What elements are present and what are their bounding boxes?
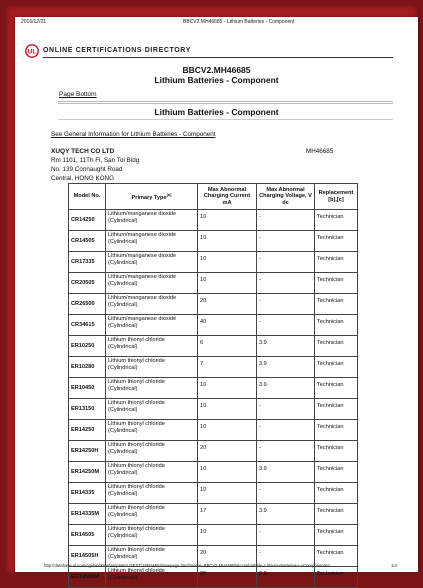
type-cell [106, 210, 198, 231]
model-cell: ER14250H [69, 441, 106, 462]
current-cell: 10 [198, 420, 257, 441]
table-row [69, 483, 358, 504]
replacement-cell: Technician [315, 420, 358, 441]
page-bottom-link[interactable]: Page Bottom [59, 91, 97, 98]
current-cell: 20 [198, 294, 257, 315]
header-primary-type-label: Primary Type [131, 194, 167, 201]
replacement-cell: Technician [315, 273, 358, 294]
model-cell: ER14505M [69, 567, 106, 588]
voltage-cell: - [257, 420, 315, 441]
table-row [69, 252, 358, 273]
replacement-cell: Technician [315, 357, 358, 378]
header-divider [43, 57, 393, 58]
primary-type-line: Lithium thionyl chloride [108, 421, 165, 427]
primary-type-line: Lithium thionyl chloride [108, 337, 165, 343]
replacement-cell: Technician [315, 567, 358, 588]
table-row [69, 462, 358, 483]
table-row [69, 231, 358, 252]
type-cell [106, 357, 198, 378]
voltage-cell: 3.9 [257, 378, 315, 399]
current-cell: 10 [198, 399, 257, 420]
primary-type-line: Lithium/manganese dioxide [108, 211, 177, 217]
replacement-cell: Technician [315, 336, 358, 357]
current-cell: 10 [198, 378, 257, 399]
primary-type-shape: (Cylindrical) [108, 511, 138, 518]
primary-type-line: Lithium thionyl chloride [108, 547, 165, 553]
model-cell: ER10250 [69, 336, 106, 357]
primary-type-line: Lithium thionyl chloride [108, 484, 165, 490]
svg-text:UL: UL [27, 48, 37, 56]
type-cell [106, 525, 198, 546]
model-cell: CR14505 [69, 231, 106, 252]
document-title: Lithium Batteries - Component [154, 75, 279, 85]
model-cell: CR34615 [69, 315, 106, 336]
current-cell: 28 [198, 567, 257, 588]
replacement-cell: Technician [315, 504, 358, 525]
header-voltage: Max Abnormal Charging Voltage, V dc [257, 184, 315, 210]
type-cell [106, 441, 198, 462]
table-row [69, 357, 358, 378]
voltage-cell: - [257, 273, 315, 294]
primary-type-shape: (Cylindrical) [108, 280, 138, 287]
voltage-cell: 3.9 [257, 357, 315, 378]
model-cell: ER14505 [69, 525, 106, 546]
type-cell [106, 504, 198, 525]
table-row [69, 378, 358, 399]
current-cell: 20 [198, 546, 257, 567]
model-cell: ER10280 [69, 357, 106, 378]
replacement-cell: Technician [315, 483, 358, 504]
primary-type-shape: (Cylindrical) [108, 322, 138, 329]
table-row [69, 567, 358, 588]
primary-type-line: Lithium thionyl chloride [108, 505, 165, 511]
voltage-cell: 3.9 [257, 567, 315, 588]
primary-type-line: Lithium/manganese dioxide [108, 295, 177, 301]
primary-type-line: Lithium thionyl chloride [108, 568, 165, 574]
table-row [69, 441, 358, 462]
header-primary-type [106, 184, 198, 210]
primary-type-shape: (Cylindrical) [108, 469, 138, 476]
divider [58, 119, 393, 120]
voltage-cell: - [257, 252, 315, 273]
current-cell: 10 [198, 525, 257, 546]
address-line: No. 139 Connaught Road [51, 166, 123, 173]
current-cell: 20 [198, 441, 257, 462]
table-row [69, 336, 358, 357]
model-cell: ER10450 [69, 378, 106, 399]
primary-type-shape: (Cylindrical) [108, 343, 138, 350]
document-frame [5, 5, 418, 581]
voltage-cell: 3.9 [257, 504, 315, 525]
type-cell [106, 378, 198, 399]
table-row [69, 294, 358, 315]
voltage-cell: - [257, 483, 315, 504]
voltage-cell: - [257, 399, 315, 420]
primary-type-line: Lithium thionyl chloride [108, 463, 165, 469]
model-cell: CR14250 [69, 210, 106, 231]
voltage-cell: 3.9 [257, 462, 315, 483]
model-cell: ER14505H [69, 546, 106, 567]
primary-type-shape: (Cylindrical) [108, 259, 138, 266]
primary-type-line: Lithium/manganese dioxide [108, 316, 177, 322]
section-title: Lithium Batteries - Component [154, 107, 279, 117]
printed-page [15, 17, 418, 581]
products-table [68, 183, 358, 588]
current-cell: 40 [198, 315, 257, 336]
replacement-cell: Technician [315, 294, 358, 315]
divider [58, 101, 393, 102]
type-cell [106, 420, 198, 441]
replacement-cell: Technician [315, 399, 358, 420]
footer-page-number: 1/4 [391, 563, 397, 568]
voltage-cell: - [257, 210, 315, 231]
type-cell [106, 336, 198, 357]
primary-type-shape: (Cylindrical) [108, 364, 138, 371]
primary-type-shape: (Cylindrical) [108, 574, 138, 581]
header-replacement: Replacement [b],[c] [315, 184, 358, 210]
footer-url: http://database.ul.com/cgi-bin/XYV/template/LISEXT/1FRAME/showpage.html?name=BBCV2.MH46685&ccnshorttitle=Lithium+Batteries+-+Component&o... [44, 563, 334, 568]
type-cell [106, 315, 198, 336]
primary-type-line: Lithium/manganese dioxide [108, 253, 177, 259]
table-row [69, 420, 358, 441]
current-cell: 10 [198, 273, 257, 294]
model-cell: ER14250 [69, 420, 106, 441]
model-cell: CR20505 [69, 273, 106, 294]
model-cell: ER14250M [69, 462, 106, 483]
model-cell: ER14335 [69, 483, 106, 504]
voltage-cell: - [257, 231, 315, 252]
replacement-cell: Technician [315, 441, 358, 462]
voltage-cell: - [257, 546, 315, 567]
type-cell [106, 273, 198, 294]
table-row [69, 273, 358, 294]
primary-type-shape: (Cylindrical) [108, 490, 138, 497]
address-line: Rm 1101, 11Th Fl, San Toi Bldg [51, 157, 140, 164]
primary-type-line: Lithium thionyl chloride [108, 358, 165, 364]
type-cell [106, 252, 198, 273]
divider [58, 103, 393, 104]
current-cell: 10 [198, 210, 257, 231]
primary-type-line: Lithium thionyl chloride [108, 526, 165, 532]
table-row [69, 504, 358, 525]
type-cell [106, 399, 198, 420]
voltage-cell: - [257, 315, 315, 336]
type-cell [106, 483, 198, 504]
current-cell: 7 [198, 357, 257, 378]
table-row [69, 399, 358, 420]
print-date: 2016/12/21 [21, 19, 47, 25]
table-header-row [69, 184, 358, 210]
footnote-a[interactable]: [a] [166, 191, 172, 197]
model-cell: ER14335M [69, 504, 106, 525]
model-cell: CR26500 [69, 294, 106, 315]
table-row [69, 210, 358, 231]
primary-type-shape: (Cylindrical) [108, 385, 138, 392]
model-cell: ER13150 [69, 399, 106, 420]
primary-type-shape: (Cylindrical) [108, 406, 138, 413]
voltage-cell: - [257, 294, 315, 315]
type-cell [106, 231, 198, 252]
replacement-cell: Technician [315, 378, 358, 399]
replacement-cell: Technician [315, 210, 358, 231]
type-cell [106, 294, 198, 315]
company-name: XUQY TECH CO LTD [51, 148, 115, 155]
current-cell: 10 [198, 252, 257, 273]
current-cell: 10 [198, 231, 257, 252]
model-cell: CR17335 [69, 252, 106, 273]
header-current: Max Abnormal Charging Current mA [198, 184, 257, 210]
replacement-cell: Technician [315, 462, 358, 483]
voltage-cell: 3.9 [257, 336, 315, 357]
primary-type-shape: (Cylindrical) [108, 427, 138, 434]
header-model: Model No. [69, 184, 106, 210]
primary-type-line: Lithium/manganese dioxide [108, 232, 177, 238]
table-row [69, 525, 358, 546]
replacement-cell: Technician [315, 546, 358, 567]
type-cell [106, 567, 198, 588]
current-cell: 10 [198, 483, 257, 504]
type-cell [106, 462, 198, 483]
current-cell: 10 [198, 462, 257, 483]
primary-type-shape: (Cylindrical) [108, 553, 138, 560]
online-certifications-directory: ONLINE CERTIFICATIONS DIRECTORY [43, 47, 191, 54]
replacement-cell: Technician [315, 315, 358, 336]
primary-type-line: Lithium/manganese dioxide [108, 274, 177, 280]
current-cell: 6 [198, 336, 257, 357]
primary-type-line: Lithium thionyl chloride [108, 379, 165, 385]
current-cell: 17 [198, 504, 257, 525]
voltage-cell: - [257, 525, 315, 546]
print-header-title: BBCV2.MH46685 - Lithium Batteries - Component [183, 19, 295, 25]
primary-type-shape: (Cylindrical) [108, 217, 138, 224]
primary-type-shape: (Cylindrical) [108, 238, 138, 245]
primary-type-shape: (Cylindrical) [108, 448, 138, 455]
address-line: Central, HONG KONG [51, 175, 114, 182]
primary-type-line: Lithium thionyl chloride [108, 400, 165, 406]
primary-type-shape: (Cylindrical) [108, 532, 138, 539]
table-row [69, 315, 358, 336]
replacement-cell: Technician [315, 525, 358, 546]
voltage-cell: - [257, 441, 315, 462]
replacement-cell: Technician [315, 231, 358, 252]
general-information-link[interactable]: See General Information for Lithium Batteries - Component [51, 131, 216, 138]
replacement-cell: Technician [315, 252, 358, 273]
primary-type-shape: (Cylindrical) [108, 301, 138, 308]
file-number: MH46685 [306, 148, 334, 155]
ul-logo-icon [25, 44, 39, 58]
document-code: BBCV2.MH46685 [182, 65, 251, 75]
primary-type-line: Lithium thionyl chloride [108, 442, 165, 448]
